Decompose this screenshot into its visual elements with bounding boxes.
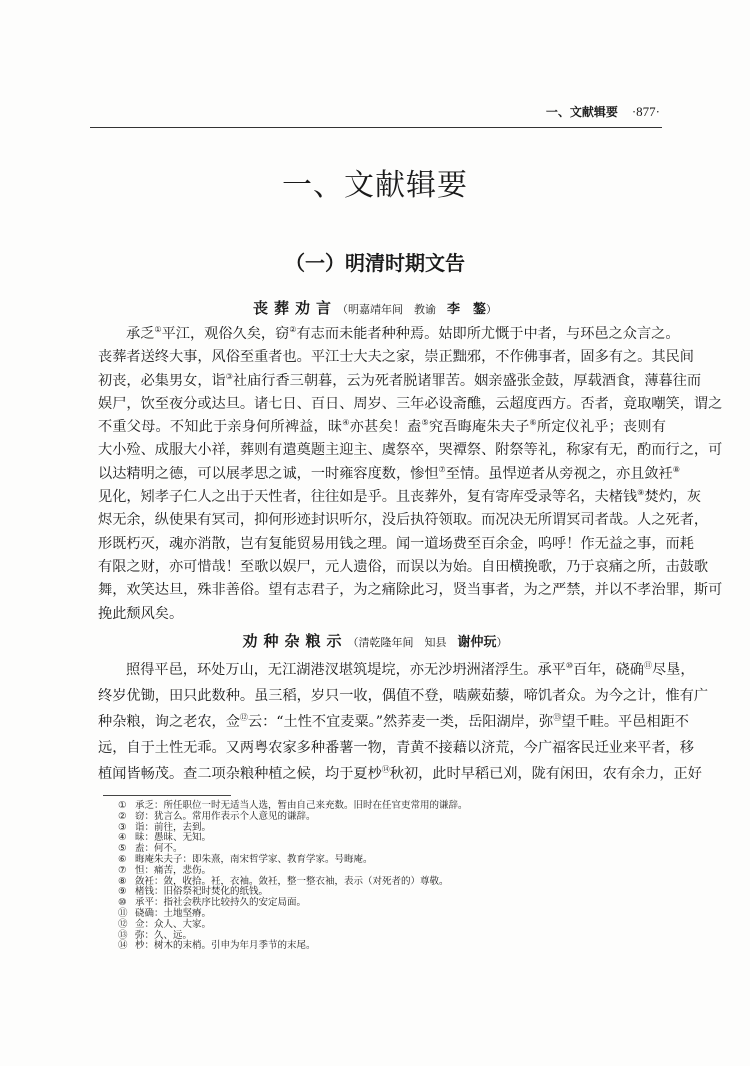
footnote-number: ① — [118, 800, 127, 811]
footnote-number: ⑩ — [118, 897, 127, 909]
footnote-ref[interactable]: ⑦ — [438, 464, 446, 474]
footnote-number: ⑪ — [118, 907, 128, 919]
footnote-ref[interactable]: ⑤ — [421, 418, 429, 428]
article-title: 丧葬劝言 — [252, 299, 337, 317]
body-line: 承乏①平江，观俗久矣，窃②有志而未能者种种焉。姑即所尤慨于中者，与环邑之众言之。 — [126, 325, 680, 342]
footnote-text: 承乏：所任职位一时无适当人选，暂由自己来充数。旧时在任官吏常用的谦辞。 — [135, 800, 468, 811]
page-number: ·877· — [631, 104, 660, 119]
footnote-ref[interactable]: ⑬ — [553, 713, 562, 722]
footnote-ref[interactable]: ⑨ — [637, 488, 645, 498]
header-rule — [90, 127, 662, 128]
body-line: 有限之财，亦可惜哉！至歌以娱尸，元人遗俗，而误以为始。自田横挽歌，乃于哀痛之所，击鼓歌 — [98, 558, 709, 575]
body-line: 大小殓、成服大小祥，葬则有遣奠题主迎主、虞祭卒，哭禫祭、附祭等礼，称家有无，酌而行之，可 — [98, 442, 723, 459]
footnote-number: ⑭ — [118, 940, 128, 952]
article-body-1 — [98, 323, 723, 626]
body-line: 种杂粮，询之老农，佥⑫云：“土性不宜麦粟。”然荞麦一类，岳阳湖岸，弥⑬望千畦。平邑相距不 — [98, 713, 689, 730]
footnote-text: 楮钱：旧俗祭祀时焚化的纸钱。 — [135, 886, 269, 898]
footnote-ref[interactable]: ⑥ — [529, 418, 537, 428]
footnote-number: ③ — [118, 821, 127, 833]
footnote-number: ⑦ — [118, 864, 127, 876]
footnote-number: ⑬ — [118, 929, 128, 941]
article-author: 谢仲玩 — [457, 635, 497, 650]
body-line: 不重父母。不知此于亲身何所裨益，昧④亦甚矣！盍⑤究吾晦庵朱夫子⑥所定仪礼乎；丧则有 — [98, 418, 666, 436]
footnote-ref[interactable]: ④ — [342, 418, 350, 428]
running-head-section: 一、文献辑要 — [545, 105, 618, 119]
footnote-number: ⑨ — [118, 886, 127, 898]
running-head — [470, 104, 660, 120]
footnote-number: ⑤ — [118, 843, 127, 855]
body-line: 植闻皆畅茂。查二项杂粮种植之候，均于夏杪⑭秋初，此时早稻已刈，陇有闲田，农有余力，正好 — [98, 765, 702, 782]
footnote-item — [118, 833, 638, 844]
article-author: 李 鏊 — [447, 302, 487, 317]
footnote-item — [118, 920, 638, 931]
body-line: 挽此颓风矣。 — [98, 605, 184, 622]
footnote-text: 晦庵朱夫子：即朱熹，南宋哲学家、教育学家。号晦庵。 — [135, 853, 373, 865]
article-body-2 — [98, 657, 709, 787]
article-title: 劝种杂粮示 — [242, 632, 348, 650]
footnote-text: 盍：何不。 — [135, 843, 183, 855]
article-meta: （清乾隆年间 知县 — [347, 636, 458, 649]
body-line: 远，自于土性无乖。又两粤农家多种番薯一物，青黄不接藉以济荒，今广福客民迁业来平者，移 — [98, 740, 694, 756]
article-meta-close: ） — [496, 636, 508, 649]
footnote-ref[interactable]: ② — [289, 325, 297, 334]
footnote-ref[interactable]: ⑩ — [565, 661, 573, 670]
body-line: 初丧，必集男女，诣③社庙行香三朝暮，云为死者脱诸罪苦。姻亲盛张金鼓，厚载酒食，薄暮往而 — [98, 371, 702, 389]
body-line: 以达精明之德，可以展孝思之诚，一时雍容度数，惨怛⑦至情。虽悍逆者从旁视之，亦且敛衽⑧ — [98, 464, 680, 482]
footnote-text: 硗确：土地坚瘠。 — [135, 907, 212, 919]
footnote-ref[interactable]: ⑫ — [239, 713, 248, 722]
body-line: 丧葬者送终大事，风俗至重者也。平江士大夫之家，崇正黜邪，不作佛事者，固多有之。其民间 — [98, 349, 694, 366]
footnote-ref[interactable]: ① — [154, 325, 162, 334]
article-meta: （明嘉靖年间 教谕 — [337, 303, 447, 316]
footnote-text: 承平：指社会秩序比较持久的安定局面。 — [135, 897, 307, 909]
chapter-title: 一、文献辑要 — [282, 168, 468, 203]
body-line: 终岁优锄，田只此数种。虽三稻，岁只一收，偶值不登，啮蕨茹藜，啼饥者众。为今之计，惟有广 — [98, 688, 709, 704]
footnote-text: 杪：树木的末梢。引申为年月季节的末尾。 — [135, 940, 316, 952]
body-line: 见化，矧孝子仁人之出于天性者，往往如是乎。且丧葬外，复有寄库受录等名，夫楮钱⑨焚灼，灰 — [98, 488, 702, 506]
footnote-rule — [103, 795, 231, 796]
footnote-text: 佥：众人、大家。 — [135, 918, 212, 930]
footnote-number: ⑧ — [118, 875, 127, 887]
footnote-number: ⑥ — [118, 853, 127, 865]
section-subtitle: （一）明清时期文告 — [285, 251, 465, 275]
footnote-number: ⑫ — [118, 918, 128, 930]
footnote-ref[interactable]: ⑭ — [381, 765, 390, 774]
footnote-item — [118, 941, 638, 952]
footnote-number: ② — [118, 810, 127, 822]
article-meta-close: ） — [486, 303, 498, 316]
body-line: 照得平邑，环处万山，无江湖港汊堪筑堤垸，亦无沙坍洲渚浮生。承平⑩百年，硗确⑪尽垦， — [126, 661, 695, 678]
footnote-text: 窃：犹言么。常用作表示个人意见的谦辞。 — [135, 810, 316, 822]
footnote-ref[interactable]: ⑪ — [643, 661, 652, 670]
body-line: 舞，欢笑达旦，殊非善俗。望有志君子，为之痛除此习，贤当事者，为之严禁，并以不孝治罪，斯可 — [98, 582, 723, 599]
footnote-ref[interactable]: ③ — [225, 371, 233, 381]
body-line: 烬无余，纵使果有冥司，抑何形迹封识听尔，没后执符领取。而况决无所谓冥司者哉。人之死者， — [98, 512, 709, 529]
footnote-text: 诣：前往，去到。 — [135, 821, 212, 833]
article-heading-2 — [0, 631, 750, 651]
footnote-ref[interactable]: ⑧ — [672, 464, 680, 474]
footnote-text: 弥：久、远。 — [135, 929, 193, 941]
body-line: 娱尸，饮至夜分或达旦。诸七日、百日、周岁、三年必设斋醮，云超度西方。否者，竟取嘲笑，谓之 — [98, 395, 723, 412]
footnotes — [118, 801, 638, 952]
body-line: 形既朽灭，魂亦消散，岂有复能贸易用钱之理。闻一道场费至百余金，呜呼！作无益之事，而耗 — [98, 535, 694, 552]
footnote-text: 敛衽：敛，收拾。衽，衣袖。敛衽，整一整衣袖，表示（对死者的）尊敬。 — [135, 875, 449, 887]
footnote-text: 昧：愚昧、无知。 — [135, 832, 212, 844]
footnote-number: ④ — [118, 832, 127, 844]
footnote-text: 怛：痛苦，悲伤。 — [135, 864, 212, 876]
article-heading-1 — [0, 298, 750, 318]
